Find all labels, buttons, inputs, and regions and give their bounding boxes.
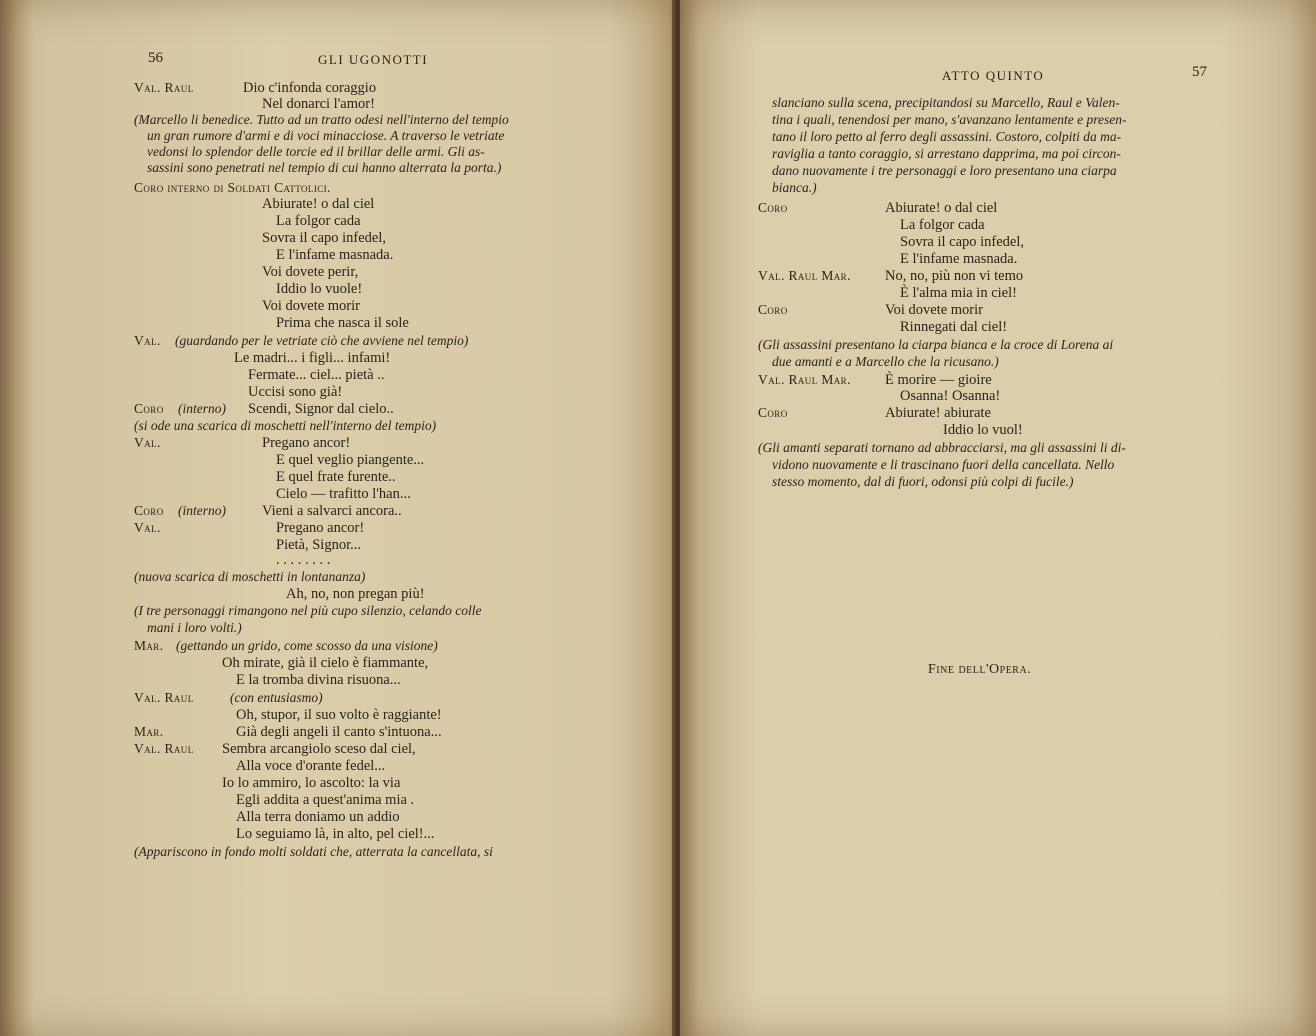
speaker-label: Val. Raul Mar. [758, 268, 851, 283]
verse-line: È morire — gioire [885, 372, 992, 388]
speaker-label: Coro [134, 401, 164, 416]
verse-line: Dio c'infonda coraggio [243, 80, 377, 96]
verse-line: Io lo ammiro, lo ascolto: la via [222, 775, 401, 791]
verse-line: Egli addita a quest'anima mia . [236, 792, 415, 808]
stage-direction: vedonsi lo splendor delle torcie ed il brillar delle armi. Gli as- [147, 144, 485, 159]
speaker-label: Coro [758, 200, 788, 215]
verse-line: Osanna! Osanna! [900, 388, 1001, 404]
stage-direction: due amanti e a Marcello che la ricusano.) [772, 354, 999, 369]
stage-direction: raviglia a tanto coraggio, si arrestano dapprima, ma poi circon- [772, 146, 1121, 161]
verse-line: Abiurate! o dal ciel [262, 196, 375, 212]
verse-line: È l'alma mia in ciel! [900, 285, 1017, 301]
stage-direction: (Appariscono in fondo molti soldati che, atterrata la cancellata, si [134, 844, 493, 859]
verse-line: Sovra il capo infedel, [900, 234, 1025, 250]
verse-line: Lo seguiamo là, in alto, pel ciel!... [236, 826, 435, 842]
speaker-label: Coro [758, 405, 788, 420]
page-number-right: 57 [1192, 64, 1207, 80]
speaker-label: Val. [134, 333, 161, 348]
speaker-label: Val. Raul Mar. [758, 372, 851, 387]
speaker-label: Val. [134, 520, 161, 535]
verse-line: Voi dovete morir [262, 298, 360, 314]
verse-line: E l'infame masnada. [276, 247, 394, 263]
speaker-label: Coro interno di Soldati Cattolici. [134, 180, 331, 195]
verse-line: Iddio lo vuole! [276, 281, 363, 297]
speaker-label: Mar. [134, 638, 164, 653]
verse-line: Le madri... i figli... infami! [234, 350, 391, 366]
speaker-label: Val. Raul [134, 741, 194, 756]
stage-direction: vidono nuovamente e li trascinano fuori della cancellata. Nello [772, 457, 1115, 472]
stage-direction: un gran rumore d'armi e di voci minacciose. A traverso le vetriate [147, 128, 505, 143]
verse-line: . . . . . . . . [276, 552, 331, 568]
verse-line: Rinnegati dal ciel! [900, 319, 1008, 335]
verse-line: Pietà, Signor... [276, 537, 361, 553]
verse-line: Alla terra doniamo un addio [236, 809, 400, 825]
speaker-label: Coro [758, 302, 788, 317]
stage-direction: bianca.) [772, 180, 817, 195]
speaker-label: Val. Raul [134, 690, 194, 705]
verse-line: Oh mirate, già il cielo è fiammante, [222, 655, 429, 671]
stage-direction: (Gli amanti separati tornano ad abbracciarsi, ma gli assassini li di- [758, 440, 1126, 455]
stage-direction: (si ode una scarica di moschetti nell'interno del tempio) [134, 418, 437, 433]
verse-line: Cielo — trafitto l'han... [276, 486, 411, 502]
verse-line: Vieni a salvarci ancora.. [262, 503, 402, 519]
ending-label: Fine dell'Opera. [928, 662, 1032, 677]
stage-direction: (I tre personaggi rimangono nel più cupo silenzio, celando colle [134, 603, 482, 618]
verse-line: Già degli angeli il canto s'intuona... [236, 724, 442, 740]
verse-line: Nel donarci l'amor! [262, 96, 375, 112]
stage-direction: (Marcello li benedice. Tutto ad un tratto odesi nell'interno del tempio [134, 112, 509, 127]
stage-direction: slanciano sulla scena, precipitandosi su Marcello, Raul e Valen- [772, 95, 1120, 110]
running-head-right: ATTO QUINTO [942, 68, 1045, 83]
stage-direction: stesso momento, dal di fuori, odonsi più colpi di fucile.) [772, 474, 1074, 489]
verse-line: Sovra il capo infedel, [262, 230, 387, 246]
verse-line: Voi dovete morir [885, 302, 983, 318]
verse-line: Iddio lo vuol! [943, 422, 1023, 438]
right-page [680, 0, 1316, 1036]
stage-direction: (interno) [178, 503, 226, 518]
speaker-label: Val. Raul [134, 80, 194, 95]
stage-direction: sassini sono penetrati nel tempio di cui hanno alterrata la porta.) [147, 160, 502, 175]
verse-line: Alla voce d'orante fedel... [236, 758, 386, 774]
verse-line: Oh, stupor, il suo volto è raggiante! [236, 707, 442, 723]
verse-line: Scendi, Signor dal cielo.. [248, 401, 394, 417]
verse-line: E quel veglio piangente... [276, 452, 425, 468]
verse-line: Pregano ancor! [262, 435, 351, 451]
verse-line: Voi dovete perir, [262, 264, 359, 280]
stage-direction: tina i quali, tenendosi per mano, s'avanzano lentamente e presen- [772, 112, 1127, 127]
verse-line: No, no, più non vi temo [885, 268, 1024, 284]
stage-direction: (guardando per le vetriate ciò che avviene nel tempio) [175, 333, 469, 348]
verse-line: E la tromba divina risuona... [236, 672, 401, 688]
stage-direction: tano il loro petto al ferro degli assassini. Costoro, colpiti da ma- [772, 129, 1122, 144]
verse-line: La folgor cada [900, 217, 985, 233]
stage-direction: (interno) [178, 401, 226, 416]
stage-direction: (nuova scarica di moschetti in lontananza) [134, 569, 366, 584]
verse-line: Abiurate! abiurate [885, 405, 991, 421]
verse-line: E l'infame masnada. [900, 251, 1018, 267]
speaker-label: Coro [134, 503, 164, 518]
speaker-label: Val. [134, 435, 161, 450]
page-number-left: 56 [148, 50, 163, 66]
verse-line: Ah, no, non pregan più! [286, 586, 425, 602]
verse-line: Abiurate! o dal ciel [885, 200, 998, 216]
running-head-left: GLI UGONOTTI [318, 52, 429, 67]
verse-line: Pregano ancor! [276, 520, 365, 536]
stage-direction: (con entusiasmo) [230, 690, 323, 705]
stage-direction: (gettando un grido, come scosso da una visione) [176, 638, 438, 653]
stage-direction: (Gli assassini presentano la ciarpa bianca e la croce di Lorena ai [758, 337, 1114, 352]
verse-line: Uccisi sono già! [248, 384, 343, 400]
speaker-label: Mar. [134, 724, 164, 739]
stage-direction: mani i loro volti.) [147, 620, 242, 635]
verse-line: La folgor cada [276, 213, 361, 229]
verse-line: Fermate... ciel... pietà .. [248, 367, 385, 383]
verse-line: E quel frate furente.. [276, 469, 396, 485]
stage-direction: dano nuovamente i tre personaggi e loro presentano una ciarpa [772, 163, 1117, 178]
verse-line: Prima che nasca il sole [276, 315, 409, 331]
verse-line: Sembra arcangiolo sceso dal ciel, [222, 741, 416, 757]
